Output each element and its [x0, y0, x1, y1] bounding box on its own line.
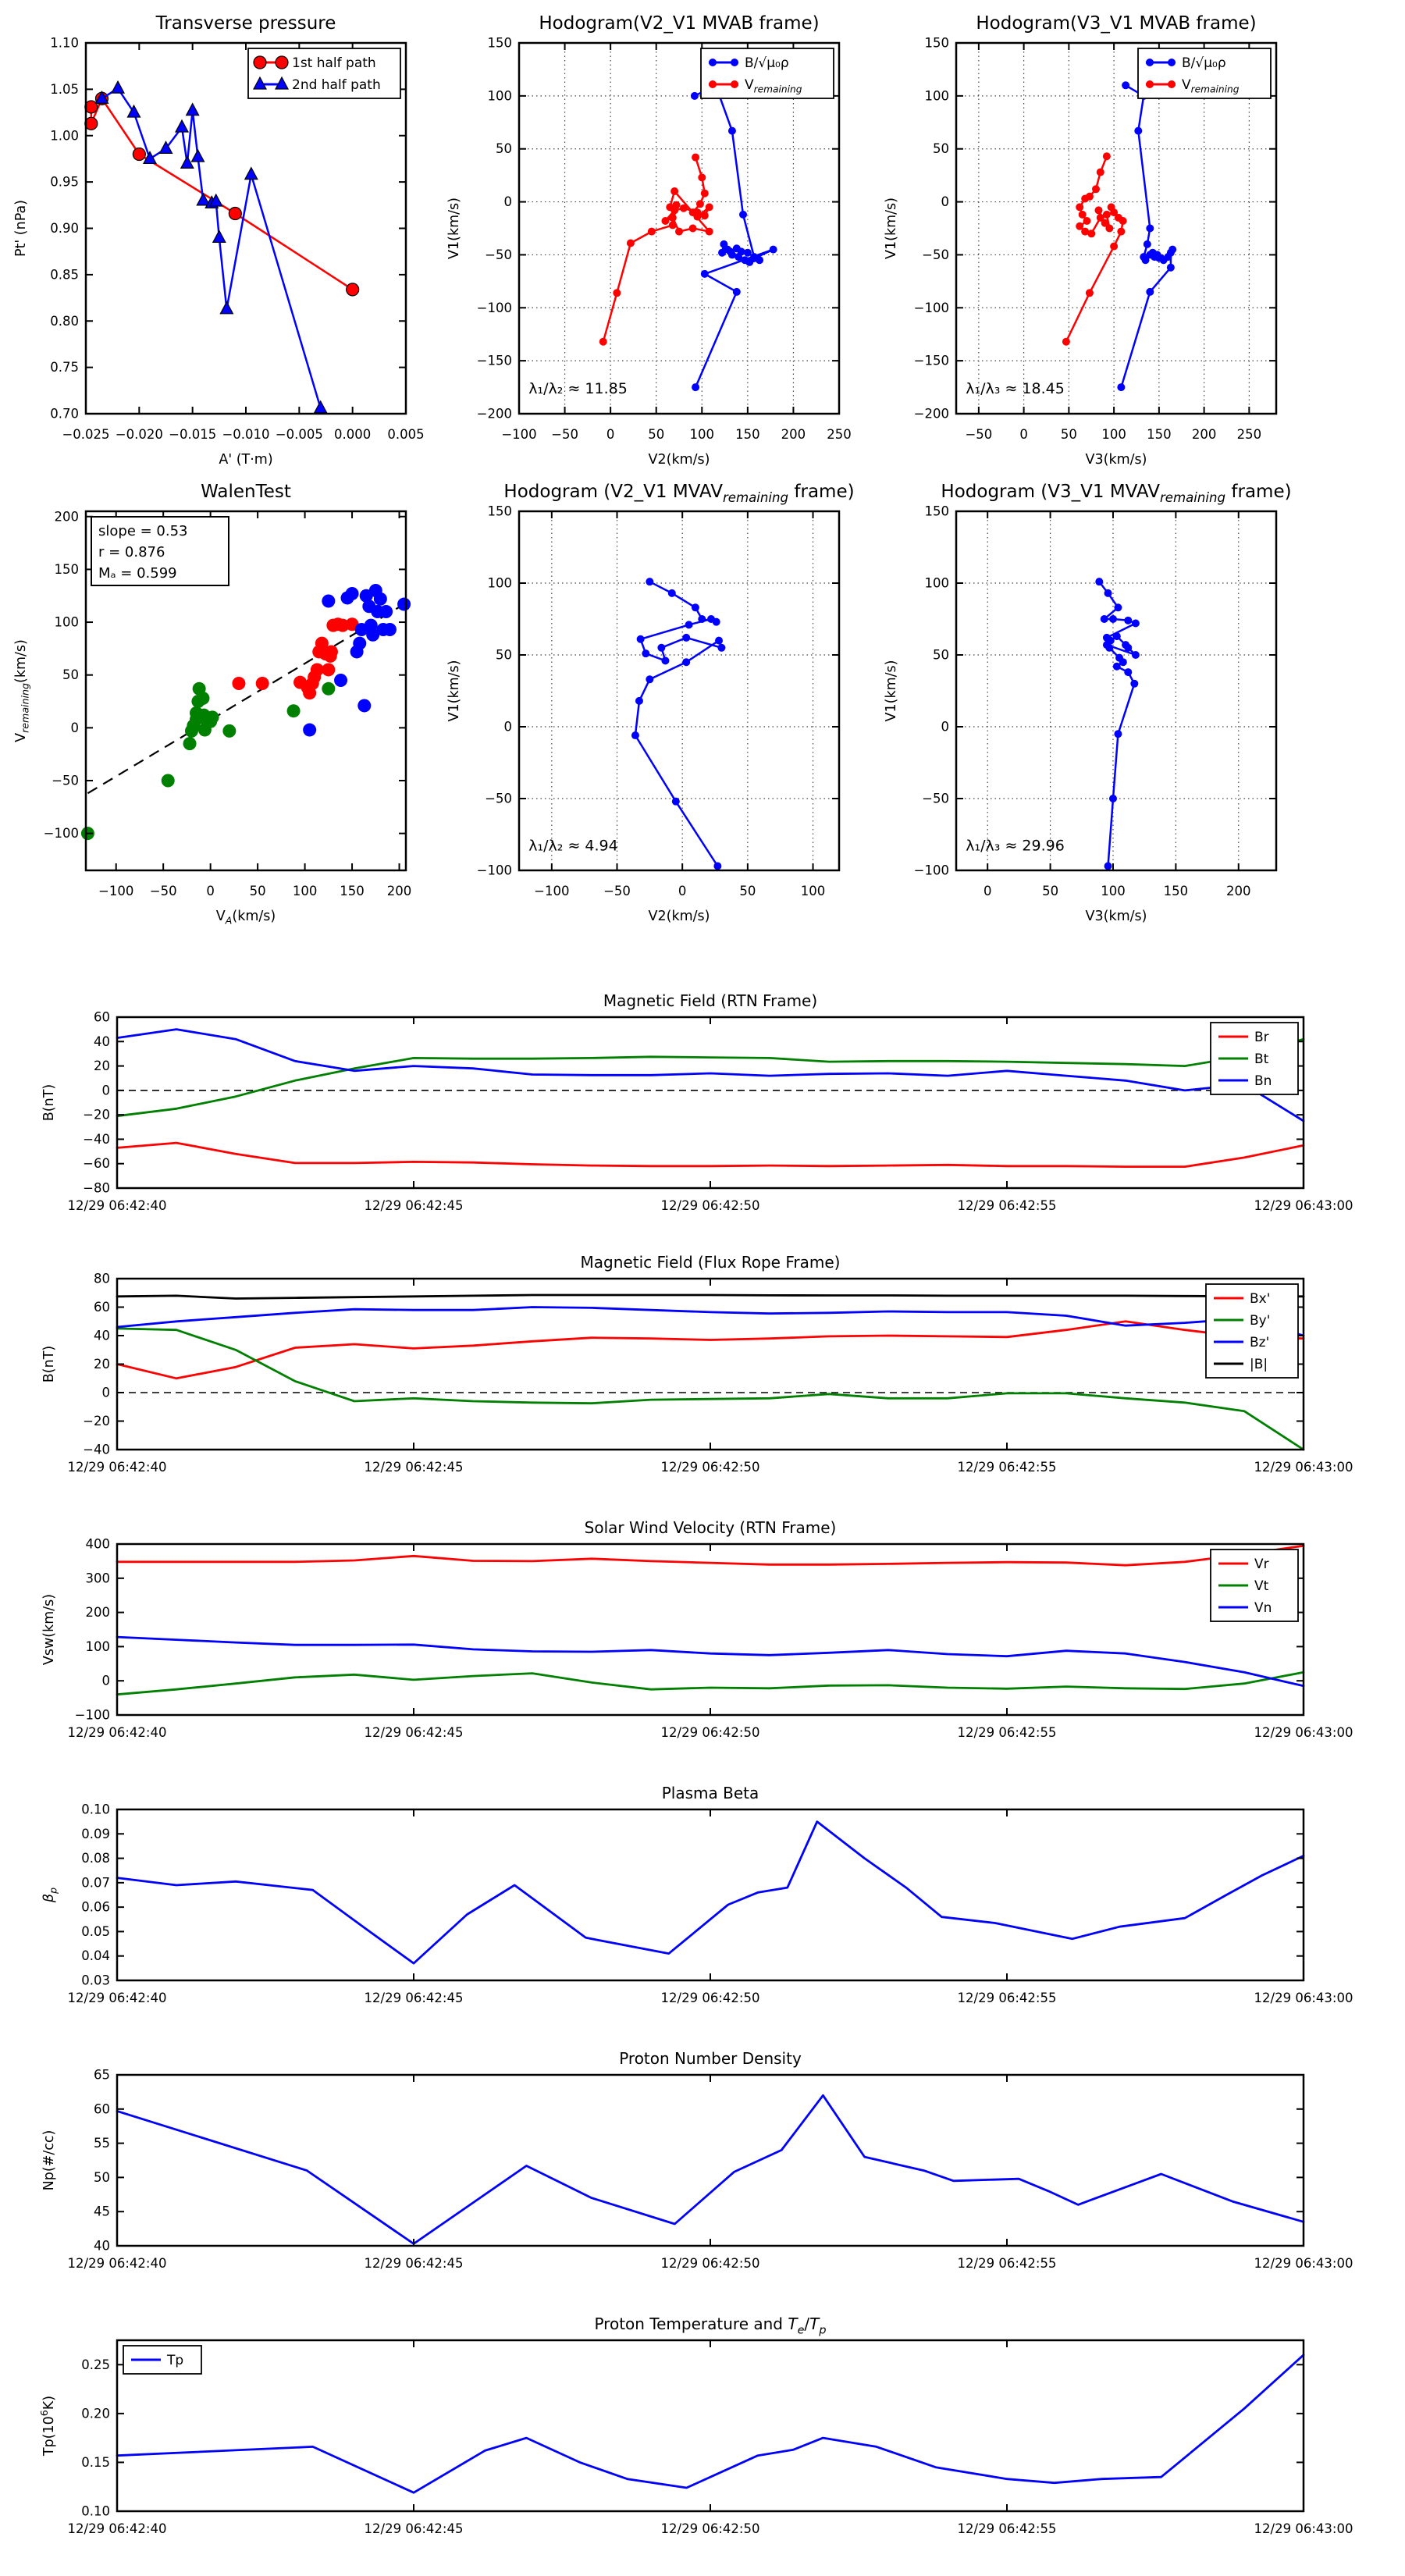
svg-text:V3(km/s): V3(km/s): [1085, 452, 1147, 468]
svg-text:0.15: 0.15: [81, 2454, 110, 2470]
svg-text:200: 200: [386, 884, 412, 898]
panel-transverse-pressure: [13, 13, 425, 468]
svg-text:150: 150: [924, 35, 949, 51]
svg-text:0.95: 0.95: [50, 174, 79, 190]
svg-text:−80: −80: [83, 1180, 110, 1196]
svg-text:12/29 06:42:50: 12/29 06:42:50: [660, 1991, 760, 2005]
svg-text:λ₁/λ₃ ≈ 29.96: λ₁/λ₃ ≈ 29.96: [966, 837, 1065, 855]
svg-text:V1(km/s): V1(km/s): [884, 197, 899, 259]
svg-text:0: 0: [678, 884, 687, 898]
svg-text:0: 0: [101, 1673, 110, 1688]
svg-text:0: 0: [606, 427, 615, 442]
svg-text:−100: −100: [913, 300, 949, 315]
svg-text:−200: −200: [476, 406, 512, 422]
svg-text:V3(km/s): V3(km/s): [1085, 909, 1147, 924]
svg-text:12/29 06:42:40: 12/29 06:42:40: [67, 1991, 167, 2005]
svg-text:Proton Number Density: Proton Number Density: [619, 2049, 802, 2068]
svg-text:100: 100: [689, 427, 715, 442]
panel-vsw-rtn: [41, 1518, 1353, 1740]
svg-text:V1(km/s): V1(km/s): [446, 197, 462, 259]
svg-text:0.85: 0.85: [50, 267, 79, 283]
panel-proton-temp: [38, 2314, 1353, 2536]
svg-text:12/29 06:42:50: 12/29 06:42:50: [660, 1198, 760, 1213]
svg-text:12/29 06:42:50: 12/29 06:42:50: [660, 2256, 760, 2271]
svg-text:0.09: 0.09: [81, 1826, 110, 1841]
svg-text:WalenTest: WalenTest: [201, 482, 291, 502]
svg-text:0: 0: [101, 1385, 110, 1400]
svg-text:−50: −50: [965, 427, 993, 442]
svg-text:50: 50: [1060, 427, 1077, 442]
svg-text:50: 50: [739, 884, 756, 898]
svg-text:βp: $\beta_p$: [41, 1887, 59, 1903]
panel-walen-test: [13, 482, 411, 927]
svg-text:−50: −50: [551, 427, 578, 442]
svg-text:0: 0: [101, 1083, 110, 1098]
svg-text:12/29 06:42:45: 12/29 06:42:45: [364, 2521, 464, 2536]
panel-mag-rtn: [41, 991, 1353, 1213]
svg-text:50: 50: [249, 884, 266, 898]
svg-text:150: 150: [1163, 884, 1189, 898]
svg-text:12/29 06:43:00: 12/29 06:43:00: [1254, 2521, 1353, 2536]
svg-text:−50: −50: [485, 247, 512, 262]
svg-text:0: 0: [983, 884, 992, 898]
svg-text:A' (T·m): A' (T·m): [219, 452, 273, 468]
svg-text:|B|: |B|: [1250, 1357, 1268, 1372]
svg-text:−0.005: −0.005: [275, 427, 323, 442]
svg-text:−0.025: −0.025: [62, 427, 110, 442]
svg-text:−20: −20: [83, 1414, 110, 1429]
svg-text:400: 400: [85, 1536, 110, 1552]
svg-text:20: 20: [94, 1357, 110, 1372]
svg-text:12/29 06:42:55: 12/29 06:42:55: [957, 2256, 1057, 2271]
svg-text:0.25: 0.25: [81, 2357, 110, 2372]
svg-text:50: 50: [1042, 884, 1059, 898]
svg-text:150: 150: [487, 503, 512, 519]
svg-text:0.08: 0.08: [81, 1851, 110, 1866]
svg-text:−40: −40: [83, 1131, 110, 1147]
svg-text:slope = 0.53: slope = 0.53: [98, 523, 188, 539]
svg-text:12/29 06:42:45: 12/29 06:42:45: [364, 1725, 464, 1740]
svg-text:−100: −100: [74, 1707, 110, 1723]
svg-text:250: 250: [1236, 427, 1262, 442]
svg-text:−0.010: −0.010: [222, 427, 270, 442]
svg-text:150: 150: [340, 884, 365, 898]
svg-text:r = 0.876: r = 0.876: [98, 544, 165, 560]
svg-text:B/√μ₀ρ: B/√μ₀ρ: [745, 55, 789, 71]
svg-text:λ₁/λ₃ ≈ 18.45: λ₁/λ₃ ≈ 18.45: [966, 379, 1065, 397]
panel-hodogram-v3v1-mvav: [884, 482, 1292, 924]
svg-text:0: 0: [70, 720, 79, 735]
svg-text:0.10: 0.10: [81, 1802, 110, 1817]
svg-text:200: 200: [1226, 884, 1251, 898]
svg-text:200: 200: [85, 1605, 110, 1621]
svg-text:−100: −100: [98, 884, 134, 898]
svg-text:12/29 06:43:00: 12/29 06:43:00: [1254, 1725, 1353, 1740]
panel-proton-density: [41, 2049, 1353, 2271]
svg-text:Solar Wind Velocity (RTN Frame: Solar Wind Velocity (RTN Frame): [584, 1518, 837, 1537]
svg-text:By': By': [1250, 1313, 1271, 1329]
svg-text:12/29 06:42:50: 12/29 06:42:50: [660, 2521, 760, 2536]
svg-text:λ₁/λ₂ ≈ 4.94: λ₁/λ₂ ≈ 4.94: [528, 837, 618, 855]
svg-text:100: 100: [54, 614, 79, 630]
svg-text:Mₐ = 0.599: Mₐ = 0.599: [98, 565, 177, 582]
svg-text:12/29 06:42:55: 12/29 06:42:55: [957, 1460, 1057, 1475]
svg-text:0.10: 0.10: [81, 2503, 110, 2519]
svg-text:50: 50: [648, 427, 665, 442]
svg-text:Hodogram (V3_V1 MVAVremaining: Hodogram (V3_V1 $MVAV_{remaining}$ frame): [941, 482, 1292, 506]
svg-text:12/29 06:42:55: 12/29 06:42:55: [957, 2521, 1057, 2536]
svg-text:Pt' (nPa): Pt' (nPa): [13, 199, 29, 258]
svg-text:B(nT): B(nT): [41, 1083, 57, 1122]
svg-text:−150: −150: [476, 353, 512, 368]
svg-text:Plasma Beta: Plasma Beta: [661, 1784, 759, 1802]
svg-text:45: 45: [94, 2204, 110, 2219]
svg-text:Vn: Vn: [1254, 1600, 1272, 1616]
panel-hodogram-v2v1-mvav: [446, 482, 855, 924]
svg-text:V2(km/s): V2(km/s): [648, 909, 710, 924]
svg-text:Transverse pressure: Transverse pressure: [155, 13, 336, 34]
svg-text:12/29 06:43:00: 12/29 06:43:00: [1254, 1460, 1353, 1475]
svg-text:Vremaining: $V_{remaining}$: [745, 77, 802, 95]
svg-text:0: 0: [941, 194, 949, 210]
svg-text:12/29 06:42:55: 12/29 06:42:55: [957, 1725, 1057, 1740]
svg-text:Vt: Vt: [1254, 1578, 1269, 1594]
svg-text:Magnetic Field (RTN Frame): Magnetic Field (RTN Frame): [603, 991, 818, 1010]
svg-text:55: 55: [94, 2136, 110, 2151]
svg-text:50: 50: [496, 141, 512, 157]
svg-text:12/29 06:42:55: 12/29 06:42:55: [957, 1198, 1057, 1213]
svg-text:Np(#/cc): Np(#/cc): [41, 2129, 57, 2191]
svg-text:12/29 06:42:45: 12/29 06:42:45: [364, 1198, 464, 1213]
svg-text:0.06: 0.06: [81, 1899, 110, 1915]
svg-text:0: 0: [503, 194, 512, 210]
svg-text:12/29 06:43:00: 12/29 06:43:00: [1254, 1198, 1353, 1213]
svg-text:0: 0: [1019, 427, 1028, 442]
svg-text:12/29 06:42:40: 12/29 06:42:40: [67, 1198, 167, 1213]
svg-text:40: 40: [94, 1328, 110, 1343]
svg-text:50: 50: [94, 2169, 110, 2185]
svg-text:0.04: 0.04: [81, 1948, 110, 1964]
svg-text:−50: −50: [922, 791, 949, 806]
svg-text:20: 20: [94, 1059, 110, 1074]
svg-text:100: 100: [292, 884, 318, 898]
svg-text:−0.020: −0.020: [115, 427, 163, 442]
svg-text:−150: −150: [913, 353, 949, 368]
svg-text:−50: −50: [52, 773, 79, 788]
svg-text:−100: −100: [501, 427, 537, 442]
svg-text:Hodogram(V3_V1 MVAB frame): Hodogram(V3_V1 MVAB frame): [976, 13, 1257, 34]
svg-text:200: 200: [54, 509, 79, 525]
panel-hodogram-v2v1-mvab: [446, 13, 852, 468]
svg-text:λ₁/λ₂ ≈ 11.85: λ₁/λ₂ ≈ 11.85: [528, 379, 628, 397]
svg-text:Br: Br: [1254, 1030, 1269, 1045]
svg-text:250: 250: [827, 427, 852, 442]
svg-text:0.000: 0.000: [334, 427, 372, 442]
svg-text:50: 50: [933, 141, 949, 157]
svg-text:65: 65: [94, 2067, 110, 2083]
svg-text:Hodogram (V2_V1 MVAVremaining: Hodogram (V2_V1 $MVAV_{remaining}$ frame): [503, 482, 855, 506]
svg-text:12/29 06:43:00: 12/29 06:43:00: [1254, 2256, 1353, 2271]
svg-text:100: 100: [1101, 427, 1126, 442]
svg-text:12/29 06:42:50: 12/29 06:42:50: [660, 1725, 760, 1740]
svg-text:−60: −60: [83, 1156, 110, 1172]
svg-text:Magnetic Field (Flux Rope Fram: Magnetic Field (Flux Rope Frame): [580, 1253, 841, 1272]
svg-text:−100: −100: [476, 863, 512, 878]
svg-text:0.005: 0.005: [387, 427, 425, 442]
svg-text:150: 150: [924, 503, 949, 519]
svg-text:60: 60: [94, 2101, 110, 2117]
svg-text:V1(km/s): V1(km/s): [446, 660, 462, 722]
svg-text:Tp(106K): $Tp(10^6K)$: [38, 2395, 57, 2457]
svg-text:0.07: 0.07: [81, 1875, 110, 1891]
svg-text:B/√μ₀ρ: B/√μ₀ρ: [1182, 55, 1226, 71]
svg-text:12/29 06:43:00: 12/29 06:43:00: [1254, 1991, 1353, 2005]
svg-text:−100: −100: [534, 884, 570, 898]
svg-text:12/29 06:42:40: 12/29 06:42:40: [67, 1725, 167, 1740]
svg-text:B(nT): B(nT): [41, 1345, 57, 1383]
svg-text:−100: −100: [476, 300, 512, 315]
svg-text:50: 50: [496, 647, 512, 663]
svg-text:−50: −50: [603, 884, 631, 898]
svg-text:200: 200: [781, 427, 806, 442]
svg-text:−50: −50: [485, 791, 512, 806]
svg-text:−200: −200: [913, 406, 949, 422]
svg-text:−50: −50: [922, 247, 949, 262]
svg-text:V1(km/s): V1(km/s): [884, 660, 899, 722]
svg-text:−40: −40: [83, 1442, 110, 1457]
svg-text:Vsw(km/s): Vsw(km/s): [41, 1593, 57, 1666]
svg-text:1.10: 1.10: [50, 35, 79, 51]
svg-text:100: 100: [800, 884, 826, 898]
svg-text:12/29 06:42:50: 12/29 06:42:50: [660, 1460, 760, 1475]
svg-text:V2(km/s): V2(km/s): [648, 452, 710, 468]
svg-text:100: 100: [85, 1638, 110, 1654]
svg-text:Vremaining: $V_{remaining}$: [1182, 77, 1240, 95]
svg-text:150: 150: [54, 561, 79, 577]
svg-text:12/29 06:42:55: 12/29 06:42:55: [957, 1991, 1057, 2005]
svg-text:1st half path: 1st half path: [292, 55, 376, 71]
svg-text:100: 100: [487, 575, 512, 591]
svg-text:0.70: 0.70: [50, 406, 79, 422]
panel-hodogram-v3v1-mvab: [884, 13, 1276, 468]
svg-text:100: 100: [924, 88, 949, 104]
svg-text:150: 150: [1147, 427, 1172, 442]
svg-text:50: 50: [62, 667, 79, 683]
svg-text:40: 40: [94, 2238, 110, 2254]
svg-text:60: 60: [94, 1009, 110, 1025]
svg-text:12/29 06:42:45: 12/29 06:42:45: [364, 2256, 464, 2271]
svg-text:1.00: 1.00: [50, 128, 79, 144]
svg-text:12/29 06:42:45: 12/29 06:42:45: [364, 1991, 464, 2005]
svg-text:Hodogram(V2_V1 MVAB frame): Hodogram(V2_V1 MVAB frame): [539, 13, 820, 34]
svg-text:2nd half path: 2nd half path: [292, 77, 381, 93]
svg-text:150: 150: [487, 35, 512, 51]
svg-text:Bz': Bz': [1250, 1335, 1270, 1350]
svg-text:Vr: Vr: [1254, 1557, 1269, 1572]
svg-text:200: 200: [1191, 427, 1217, 442]
panel-mag-fluxrope: [41, 1253, 1353, 1475]
svg-text:0: 0: [206, 884, 215, 898]
svg-text:Bx': Bx': [1250, 1291, 1271, 1307]
svg-text:0.90: 0.90: [50, 221, 79, 236]
svg-text:0.75: 0.75: [50, 360, 79, 375]
svg-text:Bn: Bn: [1254, 1073, 1272, 1089]
svg-text:−0.015: −0.015: [169, 427, 217, 442]
svg-text:1.05: 1.05: [50, 81, 79, 97]
svg-text:0.80: 0.80: [50, 313, 79, 329]
svg-text:Proton Temperature and Te/Tp: Proton Temperature and $T_e/T_p$: [594, 2314, 827, 2337]
svg-text:−20: −20: [83, 1107, 110, 1123]
svg-text:150: 150: [735, 427, 760, 442]
svg-text:100: 100: [924, 575, 949, 591]
svg-text:−100: −100: [913, 863, 949, 878]
svg-text:−100: −100: [43, 826, 79, 841]
svg-text:0: 0: [503, 719, 512, 735]
svg-text:40: 40: [94, 1034, 110, 1049]
svg-text:Vremaining(km/s): $V_{remaining}(km/s)$: [13, 639, 31, 742]
svg-text:0.20: 0.20: [81, 2406, 110, 2421]
svg-text:80: 80: [94, 1271, 110, 1286]
svg-text:12/29 06:42:40: 12/29 06:42:40: [67, 1460, 167, 1475]
svg-text:VA(km/s): $V_A(km/s)$: [215, 909, 276, 927]
svg-text:12/29 06:42:40: 12/29 06:42:40: [67, 2521, 167, 2536]
svg-text:60: 60: [94, 1300, 110, 1315]
panel-plasma-beta: [41, 1784, 1353, 2005]
svg-text:Tp: Tp: [167, 2353, 184, 2368]
svg-text:100: 100: [487, 88, 512, 104]
svg-text:Bt: Bt: [1254, 1051, 1269, 1067]
svg-text:0.03: 0.03: [81, 1973, 110, 1988]
svg-text:50: 50: [933, 647, 949, 663]
svg-text:0.05: 0.05: [81, 1923, 110, 1939]
svg-text:−50: −50: [149, 884, 177, 898]
svg-text:300: 300: [85, 1571, 110, 1586]
svg-text:0: 0: [941, 719, 949, 735]
svg-text:12/29 06:42:40: 12/29 06:42:40: [67, 2256, 167, 2271]
svg-text:100: 100: [1101, 884, 1126, 898]
svg-text:12/29 06:42:45: 12/29 06:42:45: [364, 1460, 464, 1475]
